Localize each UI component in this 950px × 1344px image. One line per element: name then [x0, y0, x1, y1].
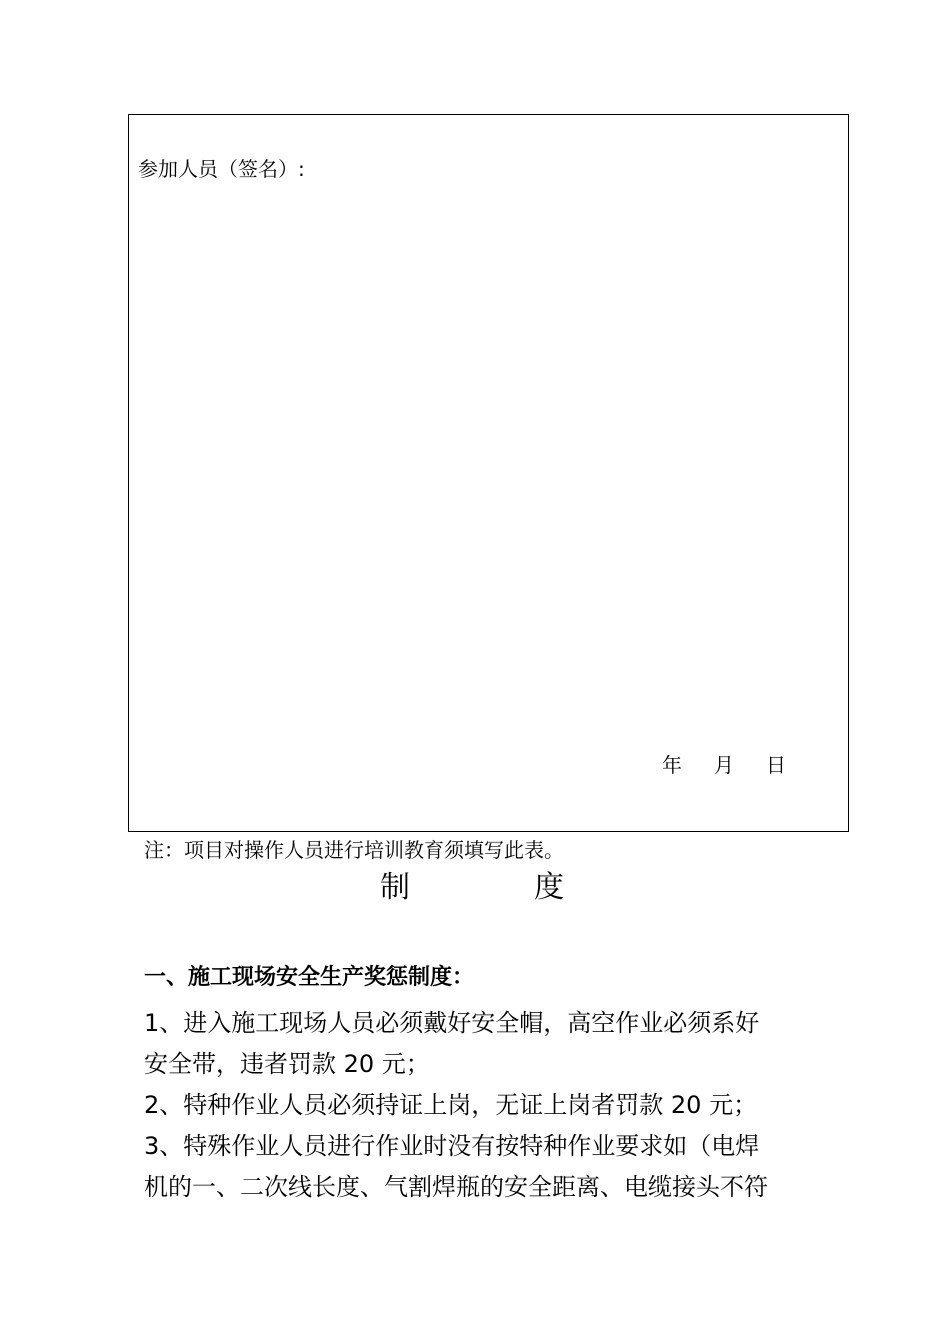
title-char-1: 制 [380, 870, 410, 905]
body-line: 机的一、二次线长度、气割焊瓶的安全距离、电缆接头不符 [144, 1173, 768, 1201]
title-char-2: 度 [534, 870, 564, 905]
page-title [380, 868, 564, 908]
section-body [144, 1003, 844, 1208]
participants-signature-label: 参加人员（签名）: [138, 157, 305, 181]
date-month-label: 月 [714, 753, 734, 777]
date-day-label: 日 [766, 753, 786, 777]
date-line [662, 751, 786, 779]
body-line: 3、特殊作业人员进行作业时没有按特种作业要求如（电焊 [144, 1132, 760, 1160]
form-note: 注：项目对操作人员进行培训教育须填写此表。 [144, 838, 564, 862]
date-year-label: 年 [662, 753, 682, 777]
body-line: 安全带，违者罚款 20 元； [144, 1050, 430, 1078]
section-heading: 一、施工现场安全生产奖惩制度： [144, 965, 475, 990]
signature-box [128, 114, 849, 832]
body-line: 2、特种作业人员必须持证上岗，无证上岗者罚款 20 元； [144, 1091, 758, 1119]
body-line: 1、进入施工现场人员必须戴好安全帽，高空作业必须系好 [144, 1009, 760, 1037]
